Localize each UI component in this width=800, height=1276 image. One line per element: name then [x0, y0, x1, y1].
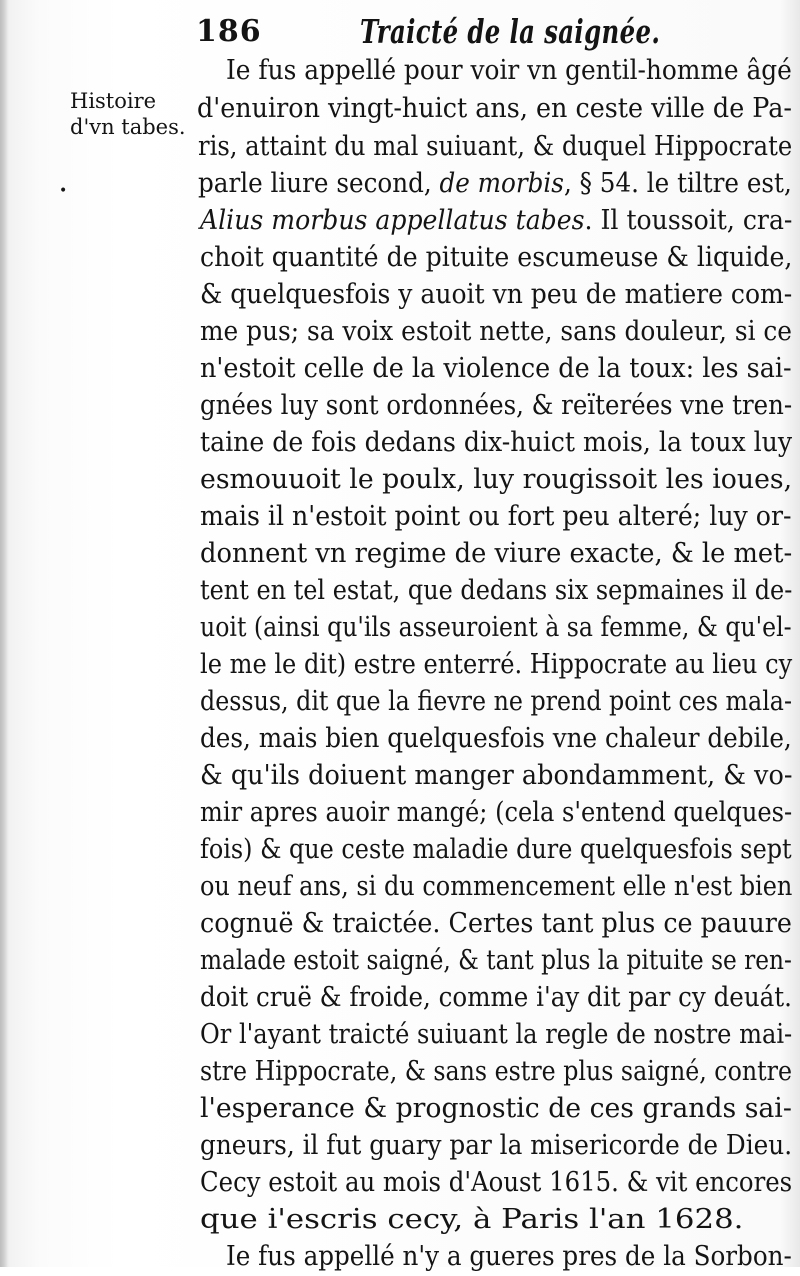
text-line: Ie fus appellé pour voir vn gentil-homme âgé — [226, 54, 792, 86]
text-line: tent en tel estat, que dedans six sepmaines il de- — [200, 574, 793, 606]
text-line: que i'escris cecy, à Paris l'an 1628. — [200, 1203, 744, 1235]
text-line: cognuë & traictée. Certes tant plus ce pauure — [200, 907, 792, 939]
text-line: choit quantité de pituite escumeuse & liquide, — [200, 241, 793, 273]
text-line: gnées luy sont ordonnées, & reïterées vne tren- — [200, 389, 793, 421]
text-line: me pus; sa voix estoit nette, sans douleur, si ce — [200, 315, 792, 347]
text-segment: , § 54. le tiltre est, — [563, 167, 792, 199]
text-line: & quelquesfois y auoit vn peu de matiere com- — [200, 278, 793, 310]
text-line: donnent vn regime de viure exacte, & le met- — [200, 537, 793, 569]
text-line: le me le dit) estre enterré. Hippocrate au lieu cy — [200, 648, 793, 680]
text-line: malade estoit saigné, & tant plus la pituite se ren- — [200, 944, 792, 976]
italic-title: Alius morbus appellatus tabes — [200, 204, 585, 236]
text-line: Or l'ayant traicté suiuant la regle de nostre mai- — [200, 1018, 793, 1050]
italic-title: de morbis — [439, 167, 564, 199]
text-line — [198, 163, 792, 203]
text-line — [200, 200, 792, 240]
text-line: uoit (ainsi qu'ils asseuroient à sa femme, & qu'el- — [200, 611, 792, 643]
running-title: Traicté de la saignée. — [360, 12, 661, 51]
text-segment: . Il toussoit, cra- — [584, 204, 793, 236]
text-line: doit cruë & froide, comme i'ay dit par cy deuát. — [200, 981, 792, 1013]
text-line: Ie fus appellé n'y a gueres pres de la Sorbon- — [226, 1240, 792, 1272]
text-line: ou neuf ans, si du commencement elle n'est bien — [200, 870, 793, 902]
text-line: & qu'ils doiuent manger abondamment, & vo- — [200, 759, 793, 791]
text-line: fois) & que ceste maladie dure quelquesfois sept — [200, 833, 792, 865]
page-number: 186 — [196, 14, 262, 49]
text-line: n'estoit celle de la violence de la toux: les sai- — [200, 352, 792, 384]
text-line: Cecy estoit au mois d'Aoust 1615. & vit encores — [200, 1166, 793, 1198]
text-line: stre Hippocrate, & sans estre plus saigné, contre — [200, 1055, 792, 1087]
margin-note-line: d'vn tabes. — [70, 115, 186, 139]
text-line: esmouuoit le poulx, luy rougissoit les ioues, — [200, 463, 793, 495]
text-line: d'enuiron vingt-huict ans, en ceste ville de Pa- — [197, 92, 793, 124]
margin-dot: • — [59, 183, 68, 199]
text-line: l'esperance & prognostic de ces grands sai- — [200, 1092, 792, 1124]
text-line: taine de fois dedans dix-huict mois, la toux luy — [200, 426, 793, 458]
margin-note-line: Histoire — [70, 89, 157, 113]
text-line: gneurs, il fut guary par la misericorde de Dieu. — [200, 1129, 793, 1161]
text-line: dessus, dit que la fievre ne prend point ces mala- — [200, 685, 792, 717]
text-line: des, mais bien quelquesfois vne chaleur debile, — [200, 722, 792, 754]
text-line: ris, attaint du mal suiuant, & duquel Hippocrate — [198, 130, 793, 162]
text-line: mir apres auoir mangé; (cela s'entend quelques- — [200, 796, 793, 828]
text-segment: parle liure second, — [198, 167, 440, 199]
text-line: mais il n'estoit point ou fort peu alteré; luy or- — [200, 500, 792, 532]
